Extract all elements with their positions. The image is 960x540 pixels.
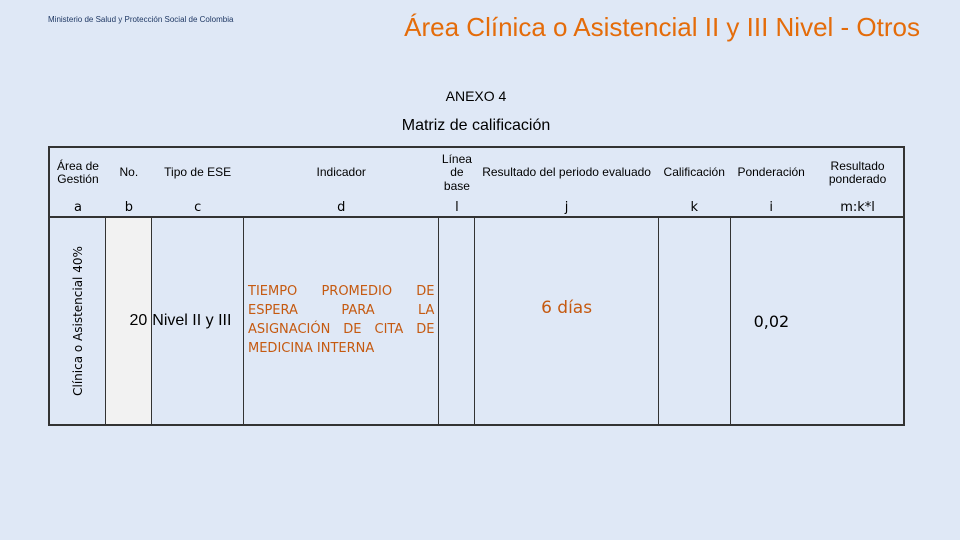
header-resultado: Resultado del periodo evaluado xyxy=(482,165,651,180)
letter-area: a xyxy=(49,198,106,217)
letter-indicador: d xyxy=(244,198,439,217)
header-indicador: Indicador xyxy=(316,165,366,180)
area-label: Clínica o Asistencial 40% xyxy=(70,246,85,396)
page-title: Área Clínica o Asistencial II y III Nivel - Otros xyxy=(404,12,920,42)
header-no: No. xyxy=(119,165,139,180)
resultado-cell: 6 días xyxy=(475,217,658,425)
linea-cell xyxy=(439,217,475,425)
header-linea: Línea de base xyxy=(441,152,472,193)
ponderado-cell xyxy=(812,217,904,425)
table-row xyxy=(49,217,904,425)
letter-resultado: j xyxy=(475,198,658,217)
header-area: Área de Gestión xyxy=(56,158,99,186)
letter-calificacion: k xyxy=(658,198,730,217)
qualification-matrix xyxy=(48,146,905,426)
letter-tipo: c xyxy=(152,198,244,217)
area-cell xyxy=(49,217,106,425)
header-ponderado: Resultado ponderado xyxy=(828,158,887,186)
header-ponderacion: Ponderación xyxy=(737,165,805,180)
header-row xyxy=(49,147,904,198)
letter-no: b xyxy=(106,198,152,217)
indicador-cell: TIEMPO PROMEDIO DE ESPERA PARA LA ASIGNACIÓN DE CITA DE MEDICINA INTERNA xyxy=(244,217,439,425)
letter-row xyxy=(49,198,904,217)
letter-ponderado: m:k*l xyxy=(812,198,904,217)
matrix-title: Matriz de calificación xyxy=(401,117,551,134)
tipo-cell: Nivel II y III xyxy=(152,217,244,425)
ponderacion-cell: 0,02 xyxy=(730,217,812,425)
ministry-label: Ministerio de Salud y Protección Social de Colombia xyxy=(48,15,234,24)
number-cell: 20 xyxy=(106,217,152,425)
letter-linea: l xyxy=(439,198,475,217)
header-calificacion: Calificación xyxy=(663,165,725,180)
letter-ponderacion: i xyxy=(730,198,812,217)
header-tipo: Tipo de ESE xyxy=(164,165,232,180)
annex-label: ANEXO 4 xyxy=(445,88,507,104)
calificacion-cell xyxy=(658,217,730,425)
